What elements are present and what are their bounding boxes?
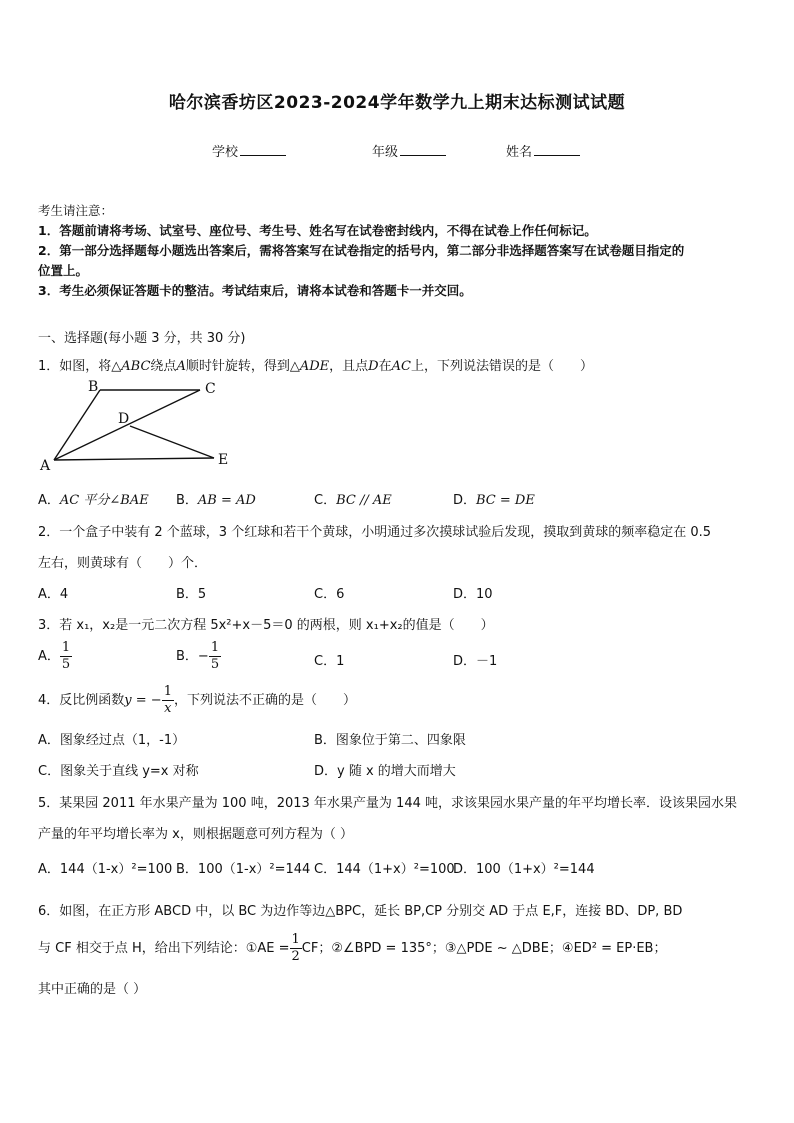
school-field[interactable] [212,141,286,160]
grade-blank[interactable] [400,143,446,156]
q2-option-c[interactable]: C．6 [314,587,345,602]
q1-text: ，且点 [329,359,369,374]
q4-option-d[interactable]: D．y 随 x 的增大而增大 [314,764,456,779]
segment-ae [54,458,214,460]
q5-option-c[interactable]: C．144（1+x）²=100 [314,862,455,877]
q2-option-b[interactable]: B．5 [176,587,207,602]
q1-option-a[interactable]: A．AC 平分∠BAE [38,493,149,508]
question-1-stem [38,355,593,374]
notice-item-1: 1．答题前请将考场、试室号、座位号、考生号、姓名写在试卷密封线内，不得在试卷上作任何标记。 [38,223,597,238]
q1-triangle-abc: △ABC [111,359,151,374]
notice-item-2-cont: 位置上。 [38,263,89,278]
exam-title: 哈尔滨香坊区2023-2024学年数学九上期末达标测试试题 [168,93,626,113]
question-5-line-2: 产量的年平均增长率为 x，则根据题意可列方程为（ ） [38,827,353,842]
grade-label: 年级 [372,145,399,160]
q1-option-b[interactable]: B．AB = AD [176,493,256,508]
label-b: B [88,380,99,395]
question-6-line-1: 6．如图，在正方形 ABCD 中，以 BC 为边作等边△BPC，延长 BP,CP 分别交 AD 于点 E,F，连接 BD、DP, BD [38,904,683,919]
question-6-line-2: 与 CF 相交于点 H，给出下列结论：①AE = $\frac{1}{2}$ CF；②∠BPD = 135°；③△PDE ~ △DBE；④ED² = EP·EB； [38,932,667,964]
q4-equation: y = − [124,693,162,708]
question-2-line-2: 左右，则黄球有（ ）个． [38,556,208,571]
label-d: D [118,411,130,427]
name-field[interactable] [506,141,580,160]
fraction: $\frac{1}{5}$ [210,640,220,672]
label-c: C [205,381,216,397]
fraction: $\frac{1}{x}$ [163,684,172,716]
notice-item-3: 3．考生必须保证答题卡的整洁。考试结束后，请将本试卷和答题卡一并交回。 [38,283,472,298]
q5-option-d[interactable]: D．100（1+x）²=144 [453,862,595,877]
question-2-line-1: 2．一个盒子中装有 2 个蓝球，3 个红球和若干个黄球，小明通过多次摸球试验后发现，摸取到黄球的频率稳定在 0.5 [38,525,712,540]
question-6-line-3: 其中正确的是（ ） [38,982,147,997]
q1-text: 1．如图，将 [38,359,112,374]
q5-option-b[interactable]: B．100（1-x）²=144 [176,862,311,877]
label-e: E [218,452,229,468]
fraction: $\frac{1}{5}$ [61,640,71,672]
notice-block [38,201,760,301]
grade-field[interactable] [372,141,446,160]
q3-option-b[interactable]: B．− $\frac{1}{5}$ [176,640,220,672]
school-blank[interactable] [240,143,286,156]
notice-item-2: 2．第一部分选择题每小题选出答案后，需将答案写在试卷指定的括号内，第二部分非选择题答案写在试卷题目指定的 [38,243,685,258]
label-a: A [40,458,51,472]
q1-point-d: D [368,359,379,374]
fraction: $\frac{1}{2}$ [291,932,300,964]
q3-option-c[interactable]: C．1 [314,654,345,669]
segment-de [130,426,214,458]
name-blank[interactable] [534,143,580,156]
question-4-stem: 4．反比例函数y = − $\frac{1}{x}$ ，下列说法不正确的是（ ） [38,684,356,716]
q1-text: 绕点 [150,359,177,374]
name-label: 姓名 [506,145,533,160]
q1-text: 在 [378,359,392,374]
q1-triangle-ade: △ADE [289,359,330,374]
q4-option-a[interactable]: A．图象经过点（1，-1） [38,733,186,748]
q2-option-a[interactable]: A．4 [38,587,69,602]
q1-point-a: A [176,359,186,374]
q1-option-c[interactable]: C．BC // AE [314,493,392,508]
question-3-stem: 3．若 x₁，x₂是一元二次方程 5x²+x－5＝0 的两根，则 x₁+x₂的值是（ ） [38,618,494,633]
q1-text: 上，下列说法错误的是（ ） [410,359,593,374]
q1-text: 顺时针旋转，得到 [185,359,290,374]
q3-option-d[interactable]: D．－1 [453,654,498,669]
q5-option-a[interactable]: A．144（1-x）²=100 [38,862,173,877]
q3-option-a[interactable]: A． $\frac{1}{5}$ [38,640,71,672]
notice-heading: 考生请注意： [38,203,114,218]
section-heading: 一、选择题(每小题 3 分，共 30 分) [38,331,246,346]
q1-figure [38,380,248,472]
q1-segment-ac: AC [391,359,411,374]
q4-option-c[interactable]: C．图象关于直线 y=x 对称 [38,764,199,779]
q1-option-d[interactable]: D．BC = DE [453,493,535,508]
school-label: 学校 [212,145,239,160]
q2-option-d[interactable]: D．10 [453,587,493,602]
q4-option-b[interactable]: B．图象位于第二、四象限 [314,733,466,748]
question-5-line-1: 5．某果园 2011 年水果产量为 100 吨，2013 年水果产量为 144 吨，求该果园水果产量的年平均增长率．设该果园水果 [38,796,737,811]
